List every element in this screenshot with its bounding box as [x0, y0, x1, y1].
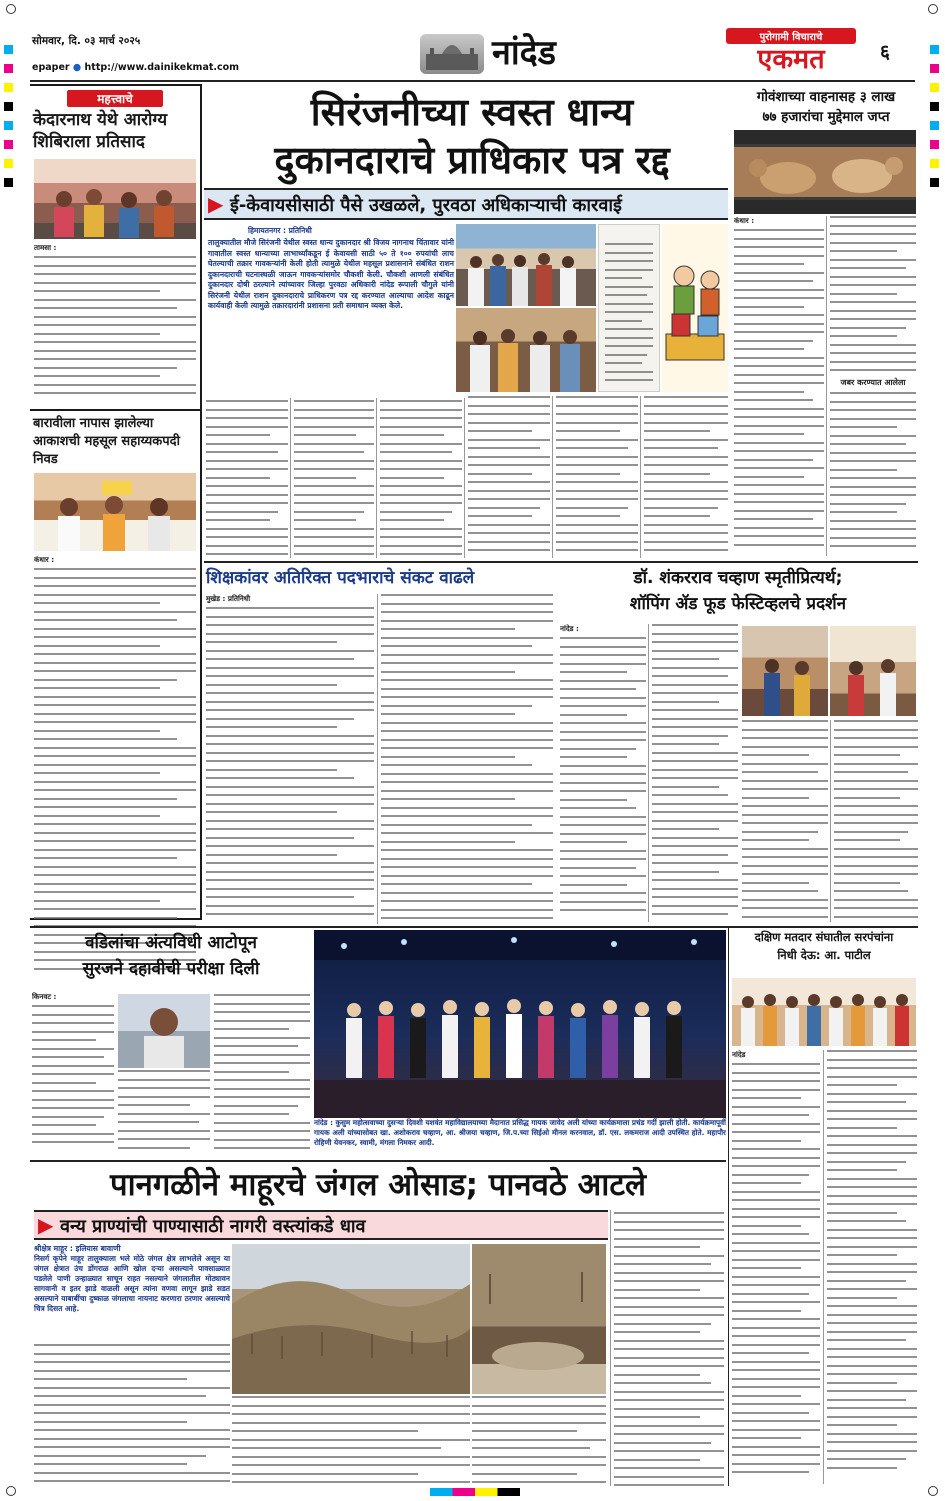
sarpanch-headline-1: दक्षिण मतदार संघातील सरपंचांना — [754, 930, 894, 944]
epaper-link[interactable] — [32, 62, 239, 73]
forest-headline: पानगळीने माहूरचे जंगल ओसाड; पानवठे आटले — [109, 1167, 646, 1203]
lead-subhead-bar — [204, 188, 728, 220]
sidebar-story1-body — [34, 243, 196, 405]
sidebar-divider — [30, 409, 200, 411]
inquiry-photo-2 — [456, 308, 596, 392]
sarpanch-body-col2 — [827, 1050, 917, 1484]
teacher-dateline: मुखेड : प्रतिनिधी — [206, 594, 251, 603]
father-headline-2: सुरजने दहावीची परीक्षा दिली — [82, 959, 260, 979]
column-rule — [830, 720, 831, 922]
lead-dateline: हिमायतनगर : प्रतिनिधी — [248, 226, 312, 235]
sarpanch-headline-2: निधी देऊ: आ. पाटील — [777, 948, 871, 962]
forest-body-col4 — [614, 1212, 724, 1486]
camp-photo — [34, 159, 196, 239]
sidebar-story2-body — [34, 555, 196, 975]
lead-intro-box — [208, 222, 454, 394]
letter-photo — [598, 224, 660, 392]
section-rule — [204, 561, 918, 563]
appointment-photo — [34, 473, 196, 551]
cow-headline-1: गोवंशाच्या वाहनासह ३ लाख — [756, 89, 896, 105]
brand-block — [726, 28, 856, 74]
section-rule — [30, 1160, 726, 1162]
fest-headline-2: शॉपिंग ॲड फूड फेस्टिव्हलचे प्रदर्शन — [629, 594, 847, 614]
father-dateline: किनवट : — [32, 992, 57, 1001]
sidebar — [30, 84, 202, 920]
lead-body-col6 — [644, 396, 728, 556]
sarpanch-headline-box — [730, 928, 918, 978]
column-rule — [640, 396, 641, 558]
brand-tagline: पुरोगामी विचाराचे — [726, 28, 856, 44]
waterhole-photo — [472, 1244, 606, 1394]
fest-body-col1 — [560, 624, 646, 924]
fest-stall-photo-2 — [830, 626, 916, 716]
event-stage-photo — [314, 930, 726, 1118]
father-body-col3 — [214, 994, 310, 1152]
page-number: ६ — [880, 41, 890, 63]
lead-body-col4 — [468, 396, 550, 556]
dry-forest-photo — [232, 1244, 470, 1394]
sidebar-story1-lead: तामसा : — [34, 243, 57, 252]
brand-logo: एकमत — [757, 44, 825, 75]
column-rule — [290, 398, 291, 558]
column-rule — [552, 396, 553, 558]
color-strip-bottom — [430, 1488, 520, 1496]
event-caption: नांदेड : कुसुम महोत्सवाच्या दुसऱ्या दिवशी यशवंत महाविद्यालयाच्या मैदानात प्रसिद्ध गायक जावेद अली यांच्या कार्यक्रमाला प्रचंड गर्दी झाली होती. कार्यक्रमापूर्वी गायक अली यांच्यासोबत खा. अशोकराव चव्हाण, आ. श्रीजया चव्हाण, जि.प.च्या सिईओ मीनल करनवाल, डॉ. एस. लकमराज आदी उपस्थित होते. महापौर रोहिणी येवनकर, स्वामी, मंगला निमकर आदी. — [314, 1118, 726, 1147]
forest-intro: निसर्ग कृपेने माहूर तालुक्याला भले मोठे जंगल क्षेत्र लाभलेले असून या जंगल क्षेत्रात उंच डोंगराळ आणि खोल दऱ्या असल्याने पावसाळ्यात पडलेले पाणी उन्हाळ्यात साचून राहत नसल्याने जंगलातील मोठ्यावन सागवानी व इतर झाडे वाळली असून त्यांना वणवा लागून झाडे सडत असल्याने याबाबींचा दुष्काळ जंगलाचा नायनाट करणारा ठरणार असल्याचे चित्र दिसत आहे. — [34, 1254, 230, 1313]
gurudwara-icon — [420, 34, 484, 74]
color-bar — [930, 40, 939, 192]
website-url[interactable]: http://www.dainikekmat.com — [84, 62, 240, 73]
column-rule — [464, 398, 465, 558]
teacher-body-col2 — [381, 594, 553, 924]
sidebar-story1-headline: केदारनाथ येथे आरोग्य शिबिराला प्रतिसाद — [33, 110, 168, 152]
forest-subhead: वन्य प्राण्यांची पाण्यासाठी नागरी वस्त्यांकडे धाव — [60, 1216, 366, 1237]
arrow-icon: ▶ — [208, 192, 224, 216]
column-rule — [610, 1210, 611, 1486]
lead-headline-1: सिरंजनीच्या स्वस्त धान्य — [310, 90, 634, 134]
forest-body-col1 — [34, 1344, 230, 1486]
cartoon-illustration — [662, 224, 728, 392]
father-headline-1: वडिलांचा अंत्यविधी आटोपून — [85, 933, 257, 953]
color-bar — [4, 40, 13, 192]
city-emblem — [420, 34, 484, 74]
city-name: नांदेड — [492, 33, 556, 73]
sarpanch-dateline: नांदेड — [732, 1050, 746, 1059]
registration-mark — [6, 1486, 16, 1496]
student-photo — [118, 994, 210, 1068]
sarpanch-body-col1 — [732, 1050, 820, 1486]
cow-dateline: कंधार : — [734, 216, 755, 225]
registration-mark — [6, 4, 16, 14]
father-body-col2 — [118, 1070, 210, 1152]
epaper-label: epaper — [32, 62, 70, 73]
lead-headline-2: दुकानदाराचे प्राधिकार पत्र रद्द — [274, 138, 670, 182]
fest-stall-photo-1 — [742, 626, 828, 716]
lead-body-col5 — [556, 396, 638, 556]
registration-mark — [928, 1486, 938, 1496]
masthead-rule — [30, 80, 915, 82]
lead-body-col3 — [380, 400, 462, 556]
fest-dateline: नांदेड : — [560, 624, 579, 633]
lead-body-col2 — [294, 400, 374, 556]
forest-dateline: श्रीक्षेत्र माहूर : इलियास बावाणी — [34, 1244, 121, 1253]
lead-intro: तालुक्यातील मौजे सिरंजनी येथील स्वस्त धान्य दुकानदार श्री विजय नागनाथ चिंतावार यांनी गावातील स्वस्त धान्याच्या लाभार्थ्यांकडून ई केवायसी साठी ५० ते १०० रुपयांची लाच घेतल्याची तक्रार गावकऱ्यांनी केली होती त्यामुळे येथील महसूल प्रशासनाने संबंधित राशन दुकानदाराची घटनास्थळी जाऊन गावकऱ्यांसमोर चौकशी केली. चौकशी आणली संबंधित दुकानदार दोषी ठरल्याने त्यांच्यावर जिल्हा पुरवठा अधिकारी नांदेड रूपाली चौगुले यांनी सिरंजनी येथील राशन दुकानदाराचे प्राधिकरण पत्र रद्द करण्यात आल्याचा आदेश काढून कार्यवाही केली त्यामुळे तक्रारदारांनी प्रशासना प्रती समाधान व्यक्त केले. — [208, 238, 454, 310]
forest-body-col2 — [232, 1396, 470, 1486]
teacher-headline: शिक्षकांवर अतिरिक्त पदभाराचे संकट वाढले — [206, 568, 475, 588]
lead-subhead: ई-केवायसीसाठी पैसे उखळले, पुरवठा अधिकाऱ्याची कारवाई — [230, 195, 622, 216]
cow-subhead: जबर करण्यात आलेला — [840, 378, 906, 387]
father-body-col1 — [32, 992, 114, 1152]
inquiry-photo-1 — [456, 224, 596, 306]
forest-subhead-bar — [34, 1210, 608, 1240]
fest-headline-1: डॉ. शंकरराव चव्हाण स्मृतीप्रित्यर्थ; — [633, 568, 843, 588]
sidebar-story2-lead: कंधार : — [34, 555, 55, 564]
father-headline-box — [30, 930, 312, 988]
sidebar-label: महत्त्वाचे — [67, 90, 163, 107]
masthead — [0, 0, 945, 86]
column-rule — [826, 216, 827, 556]
teacher-body-col1 — [206, 594, 374, 924]
column-rule — [728, 928, 729, 1486]
sarpanch-group-photo — [732, 978, 916, 1046]
cow-truck-photo — [734, 130, 916, 214]
forest-body-col3 — [472, 1396, 606, 1486]
globe-icon: ● — [72, 62, 82, 73]
arrow-icon: ▶ — [38, 1213, 54, 1237]
column-rule — [377, 594, 378, 924]
lead-body-col1 — [206, 400, 288, 556]
column-rule — [823, 1050, 824, 1484]
masthead-date: सोमवार, दि. ०३ मार्च २०२५ — [32, 35, 141, 47]
cow-body-col1 — [734, 216, 824, 556]
fest-body-col3 — [742, 720, 828, 922]
column-rule — [648, 624, 649, 922]
column-rule — [376, 398, 377, 558]
cow-body-col2 — [830, 216, 916, 556]
forest-intro-box — [34, 1244, 230, 1340]
sidebar-story2-headline: बारावीला नापास झालेल्या आकाशची महसूल सहाय्यकपदी निवड — [33, 416, 180, 467]
fest-body-col4 — [834, 720, 918, 922]
cow-headline-2: ७७ हजारांचा मुद्देमाल जप्त — [762, 109, 890, 125]
fest-body-col2 — [652, 624, 738, 922]
registration-mark — [928, 4, 938, 14]
